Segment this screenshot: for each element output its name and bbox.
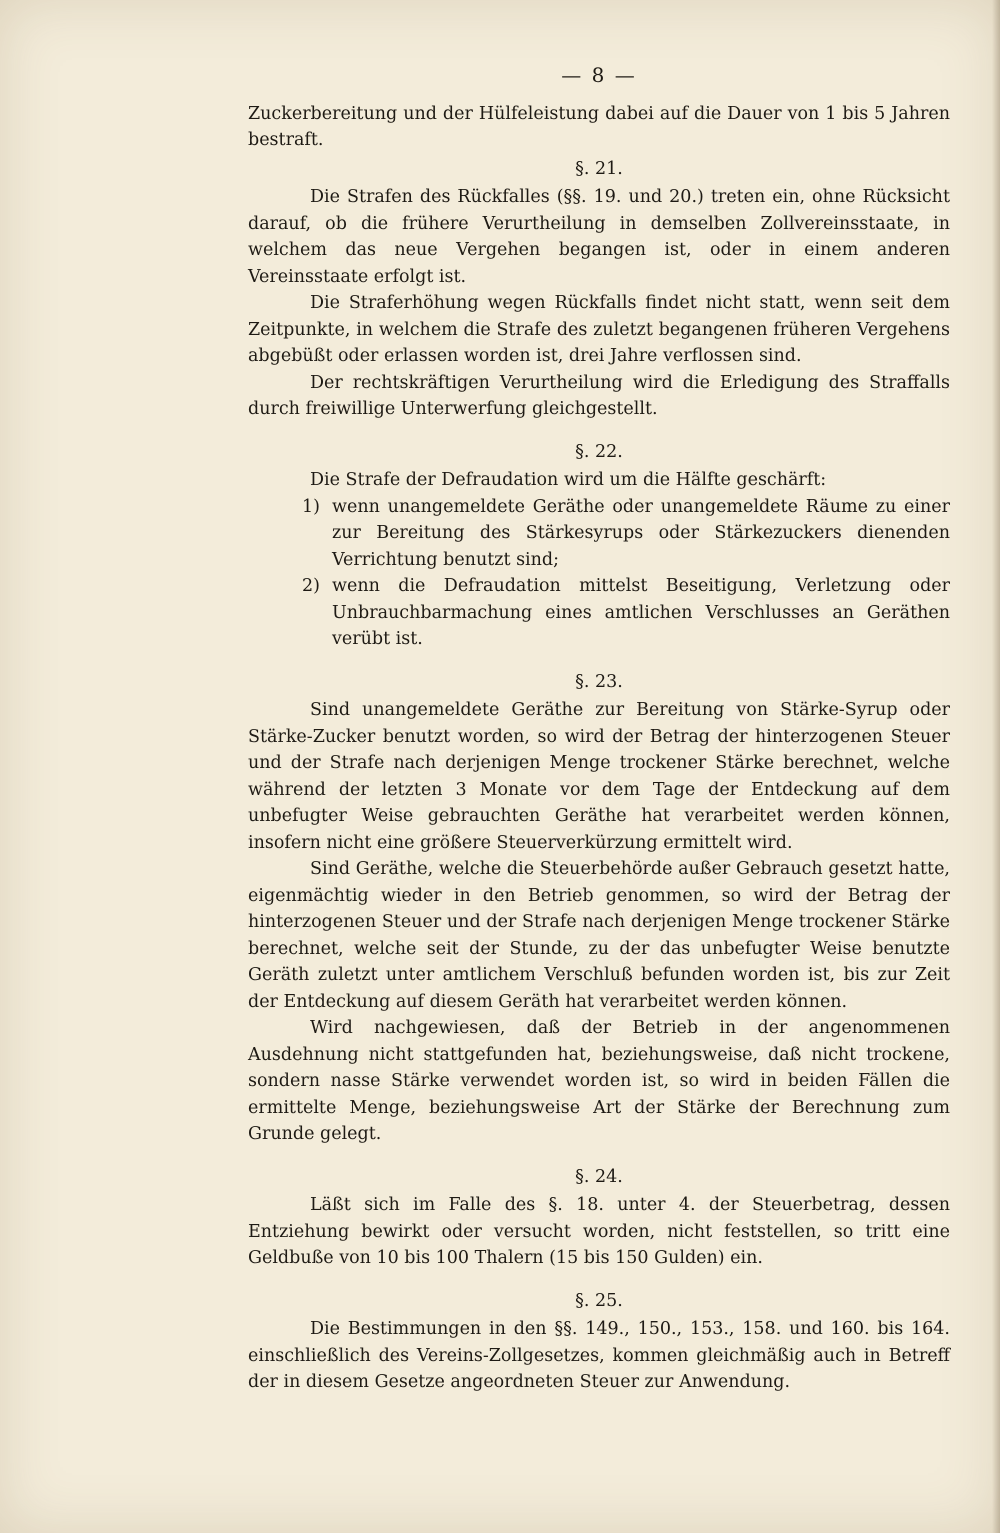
section-heading-21: §. 21. [575, 158, 623, 179]
paragraph-23-1: Sind unangemeldete Geräthe zur Bereitung von Stärke-Syrup oder Stärke-Zucker benutzt worden, so wird der Betrag der hinterzogenen Steuer und der Strafe nach derjenigen Menge trockener Stärke berechnet, welche während der letzten 3 Monate vor dem Tage der Entdeckung auf dem unbefugter Weise gebrauchten Geräthe hat verarbeitet werden können, insofern nicht eine größere Steuerverkürzung ermittelt wird. [248, 700, 950, 853]
paragraph-23-3: Wird nachgewiesen, daß der Betrieb in der angenommenen Ausdehnung nicht stattgefunden hat, beziehungsweise, daß nicht trockene, sondern nasse Stärke verwendet worden ist, so wird in beiden Fällen die ermittelte Menge, beziehungsweise Art der Stärke der Berechnung zum Grunde gelegt. [248, 1018, 950, 1144]
list-item-2 [248, 573, 950, 653]
list-item-number: 2) [302, 576, 320, 596]
paragraph-23-2: Sind Geräthe, welche die Steuerbehörde außer Gebrauch gesetzt hatte, eigenmächtig wieder in den Betrieb genommen, so wird der Betrag der hinterzogenen Steuer und der Strafe nach derjenigen Menge trockener Stärke berechnet, welche seit der Stunde, zu der das unbefugter Weise benutzte Geräth zuletzt unter amtlichem Verschluß befunden worden ist, bis zur Zeit der Entdeckung auf diesem Geräth hat verarbeitet werden können. [248, 859, 950, 1012]
page-edge-shadow [992, 0, 1000, 1533]
paragraph-continuation: Zuckerbereitung und der Hülfeleistung dabei auf die Dauer von 1 bis 5 Jahren bestraft. [248, 103, 950, 150]
document-body [248, 62, 950, 1396]
page-number: — 8 — [561, 63, 637, 87]
section-heading-24: §. 24. [575, 1166, 623, 1187]
paragraph-24-1: Läßt sich im Falle des §. 18. unter 4. der Steuerbetrag, dessen Entziehung bewirkt oder versucht worden, nicht feststellen, so tritt eine Geldbuße von 10 bis 100 Thalern (15 bis 150 Gulden) ein. [248, 1195, 950, 1268]
paragraph-21-3: Der rechtskräftigen Verurtheilung wird die Erledigung des Straffalls durch freiwillige Unterwerfung gleichgestellt. [248, 372, 950, 419]
section-heading-25: §. 25. [575, 1290, 623, 1311]
paragraph-22-1: Die Strafe der Defraudation wird um die Hälfte geschärft: [310, 470, 827, 490]
list-item-1 [248, 494, 950, 574]
paragraph-25-1: Die Bestimmungen in den §§. 149., 150., 153., 158. und 160. bis 164. einschließlich des Vereins-Zollgesetzes, kommen gleichmäßig auch in Betreff der in diesem Gesetze angeordneten Steuer zur Anwendung. [248, 1319, 950, 1392]
section-heading-23: §. 23. [575, 671, 623, 692]
list-item-text: wenn die Defraudation mittelst Beseitigung, Verletzung oder Unbrauchbarmachung eines amtlichen Verschlusses an Geräthen verübt ist. [332, 576, 950, 649]
paragraph-21-2: Die Straferhöhung wegen Rückfalls findet nicht statt, wenn seit dem Zeitpunkte, in welchem die Strafe des zuletzt begangenen früheren Vergehens abgebüßt oder erlassen worden ist, drei Jahre verflossen sind. [248, 293, 950, 366]
list-item-text: wenn unangemeldete Geräthe oder unangemeldete Räume zu einer zur Bereitung des Stärkesyrups oder Stärkezuckers dienenden Verrichtung benutzt sind; [332, 496, 950, 570]
paragraph-21-1: Die Strafen des Rückfalles (§§. 19. und 20.) treten ein, ohne Rücksicht darauf, ob die frühere Verurtheilung in demselben Zollvereinsstaate, in welchem das neue Vergehen begangen ist, oder in einem anderen Vereinsstaate erfolgt ist. [248, 187, 950, 287]
list-item-number: 1) [302, 496, 320, 517]
section-heading-22: §. 22. [575, 441, 623, 462]
